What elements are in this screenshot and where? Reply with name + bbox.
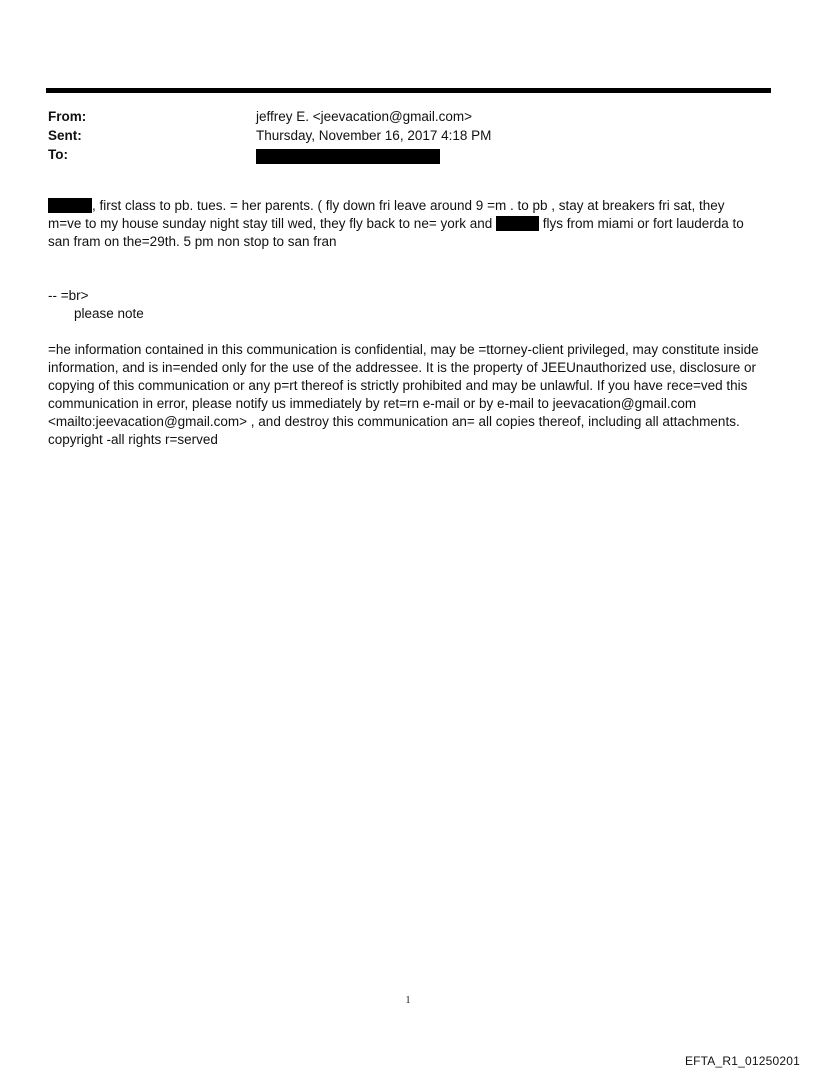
from-value: jeffrey E. <jeevacation@gmail.com> [256,109,473,124]
name-redaction-bar-1 [48,198,92,213]
to-label: To: [48,147,68,162]
signature-block [48,287,144,323]
email-header [48,107,768,164]
email-body [48,197,760,251]
email-body-segment-1: , first class to pb. tues. = her parents. ( fly down fri leave around 9 =m . to pb , stay at breakers fri sat, they m=ve to my house sunday night stay till wed, they fly back to ne= york and [48,198,725,231]
sent-row [48,126,768,145]
from-row [48,107,768,126]
sent-value: Thursday, November 16, 2017 4:18 PM [256,128,492,143]
page-number: 1 [405,995,411,1006]
from-label: From: [48,109,87,124]
email-body-segment-2: flys from miami or fort lauderda to san fram on the=29th. 5 pm non stop to san fran [48,216,744,249]
to-value [256,145,768,164]
to-row [48,145,768,164]
header-divider-rule [46,88,771,93]
bates-number: EFTA_R1_01250201 [684,1054,800,1068]
recipient-redaction-bar [256,149,440,164]
signature-line-2: please note [74,306,144,321]
name-redaction-bar-2 [496,216,539,231]
signature-line-1: -- =br> [48,288,89,303]
sent-label: Sent: [48,128,82,143]
confidentiality-disclaimer: =he information contained in this communication is confidential, may be =ttorney-client privileged, may constitute inside information, and is in=ended only for the use of the addressee. It is the property of JEEUnauthorized use, disclosure or copying of this communication or any p=rt thereof is strictly prohibited and may be unlawful. If you have rece=ved this communication in error, please notify us immediately by ret=rn e-mail or by e-mail to jeevacation@gmail.com <mailto:jeevacation@gmail.com> , and destroy this communication an= all copies thereof, including all attachments. copyright -all rights r=served [48,342,759,447]
